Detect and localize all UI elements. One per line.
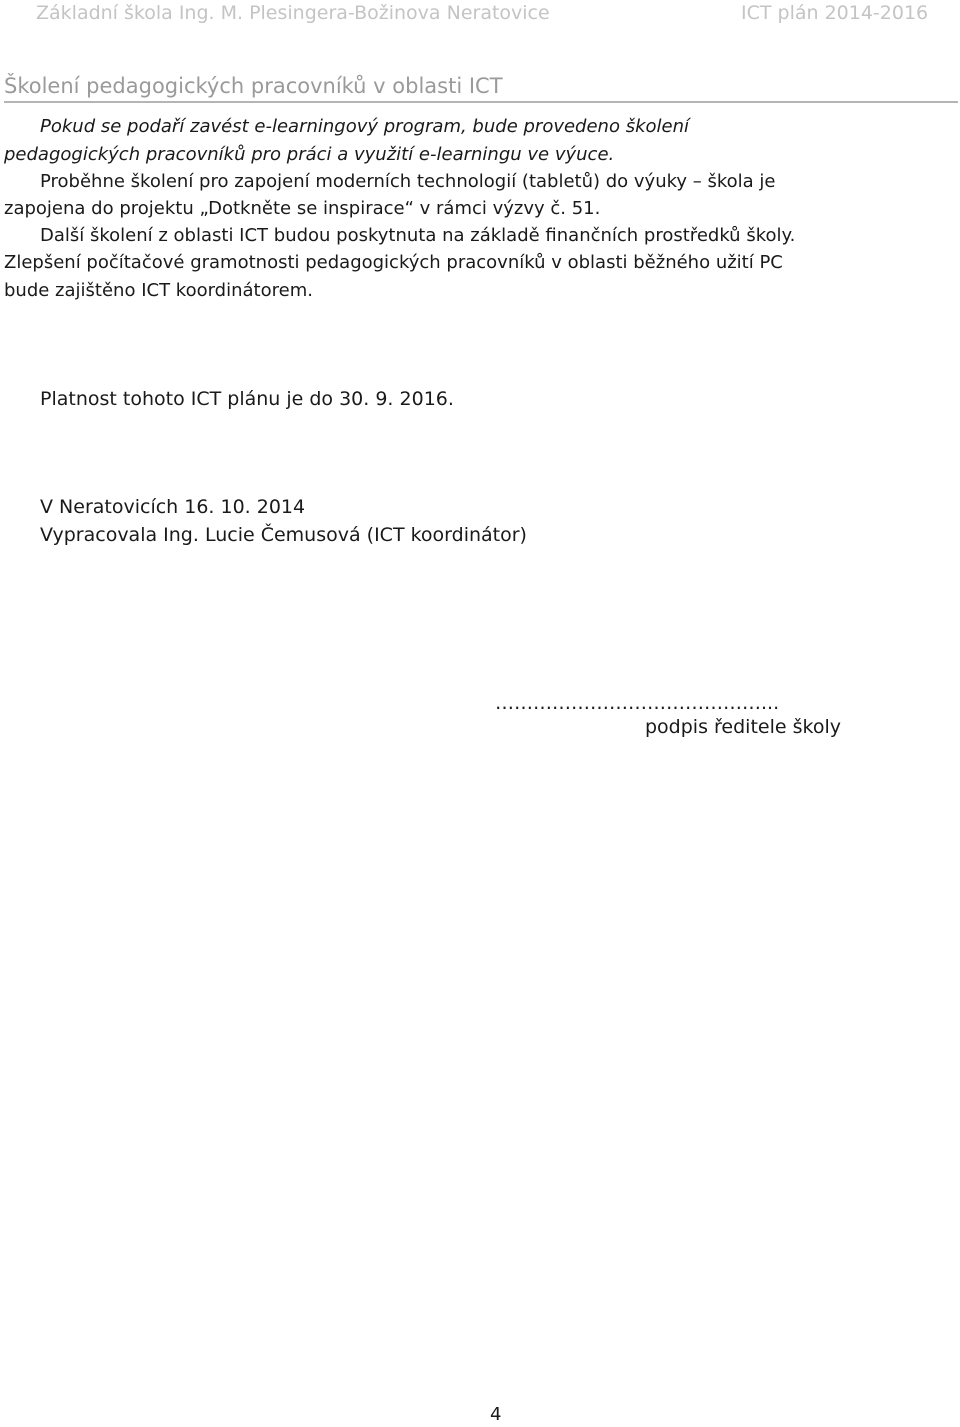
body-line: zapojena do projektu „Dotkněte se inspirace“ v rámci výzvy č. 51. [4, 198, 601, 219]
body-line: bude zajištěno ICT koordinátorem. [4, 280, 313, 301]
body-line: pedagogických pracovníků pro práci a využití e-learningu ve výuce. [4, 144, 615, 165]
section-divider [4, 101, 958, 103]
body-line: Další školení z oblasti ICT budou poskytnuta na základě finančních prostředků školy. [40, 225, 796, 246]
body-line: Pokud se podaří zavést e-learningový program, bude provedeno školení [40, 116, 689, 137]
validity-statement: Platnost tohoto ICT plánu je do 30. 9. 2016. [40, 388, 454, 410]
section-title: Školení pedagogických pracovníků v oblasti ICT [4, 74, 503, 98]
body-line: Zlepšení počítačové gramotnosti pedagogických pracovníků v oblasti běžného užití PC [4, 252, 783, 273]
place-and-date: V Neratovicích 16. 10. 2014 [40, 496, 306, 518]
signature-label: podpis ředitele školy [645, 716, 841, 738]
signature-dotted-line: ……………………………………... [495, 692, 780, 714]
page-number: 4 [490, 1404, 502, 1425]
author-line: Vypracovala Ing. Lucie Čemusová (ICT koordinátor) [40, 524, 527, 546]
header-plan-title: ICT plán 2014-2016 [741, 2, 929, 24]
header-school-name: Základní škola Ing. M. Plesingera-Božinova Neratovice [36, 2, 550, 24]
body-line: Proběhne školení pro zapojení moderních technologií (tabletů) do výuky – škola je [40, 171, 776, 192]
